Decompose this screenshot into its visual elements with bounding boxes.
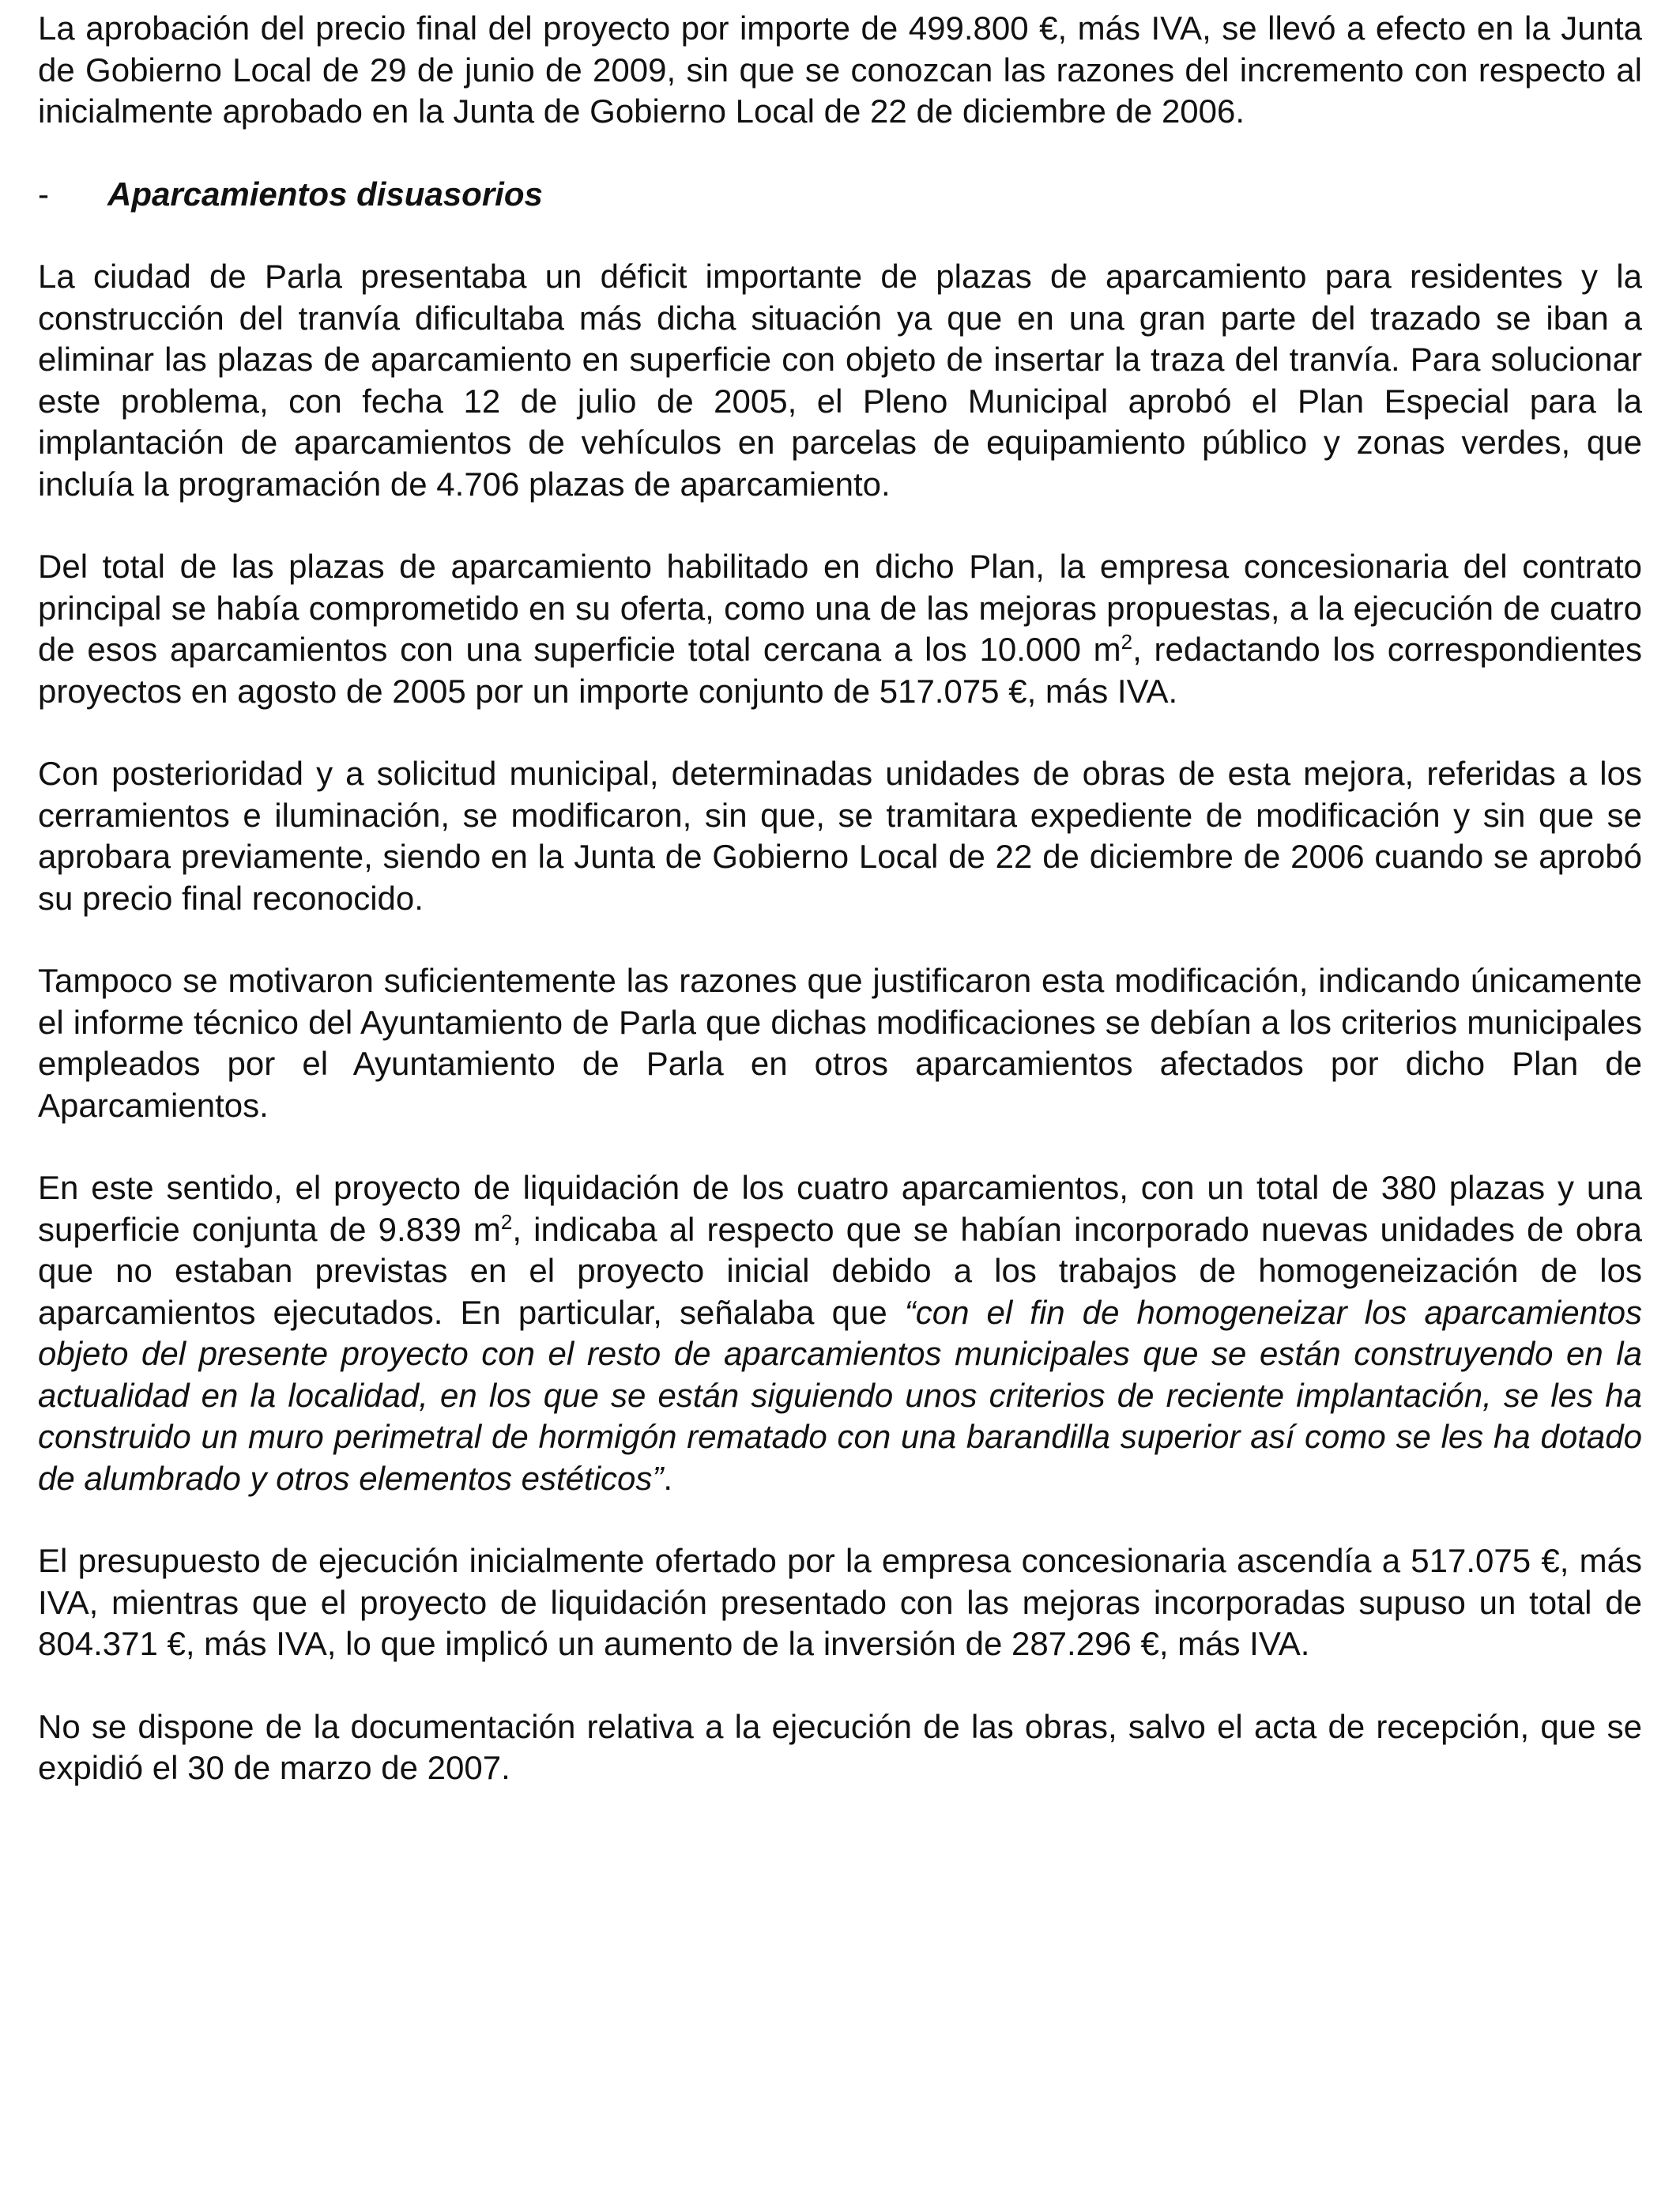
paragraph-text: No se dispone de la documentación relativa a la ejecución de las obras, salvo el acta de recepción, que se expidió el 30 de marzo de 2007.: [38, 1707, 1642, 1786]
bullet-dash: -: [38, 175, 49, 213]
paragraph-text-end: .: [663, 1459, 673, 1497]
paragraph-text-start: Del total de las plazas de aparcamiento habilitado en dicho Plan, la empresa concesionaria del contrato principal se había comprometido en su oferta, como una de las mejoras propuestas, a la ejecución de cuatro de esos aparcamientos con una superficie total cercana a los 10.000 m: [38, 548, 1642, 668]
paragraph-text: Con posterioridad y a solicitud municipal, determinadas unidades de obras de esta mejora, referidas a los cerramientos e iluminación, se modificaron, sin que, se tramitara expediente de modificación y sin que se aprobara previamente, siendo en la Junta de Gobierno Local de 22 de diciembre de 2006 cuando se aprobó su precio final reconocido.: [38, 755, 1642, 917]
paragraph-text: La ciudad de Parla presentaba un déficit importante de plazas de aparcamiento para residentes y la construcción del tranvía dificultaba más dicha situación ya que en una gran parte del trazado se iban a eliminar las plazas de aparcamiento en superficie con objeto de insertar la traza del tranvía. Para solucionar este problema, con fecha 12 de julio de 2005, el Pleno Municipal aprobó el Plan Especial para la implantación de aparcamientos de vehículos en parcelas de equipamiento público y zonas verdes, que incluía la programación de 4.706 plazas de aparcamiento.: [38, 258, 1642, 503]
section-heading-title: Aparcamientos disuasorios: [107, 175, 543, 213]
paragraph-presupuesto: [38, 1540, 1642, 1665]
paragraph-text: Tampoco se motivaron suficientemente las razones que justificaron esta modificación, indicando únicamente el informe técnico del Ayuntamiento de Parla que dichas modificaciones se debían a los criterios municipales empleados por el Ayuntamiento de Parla en otros aparcamientos afectados por dicho Plan de Aparcamientos.: [38, 962, 1642, 1124]
document-page: [38, 8, 1642, 1830]
superscript: 2: [500, 1209, 513, 1234]
paragraph-total-plazas: [38, 546, 1642, 712]
superscript: 2: [1121, 630, 1133, 654]
paragraph-text-start: En este sentido, el proyecto de liquidación de los cuatro aparcamientos, con un total de 380 plazas y una superficie conjunta de 9.839 m: [38, 1169, 1642, 1248]
quoted-text: “con el fin de homogeneizar los aparcamientos objeto del presente proyecto con el resto de aparcamientos municipales que se están construyendo en la actualidad en la localidad, en los que se están siguiendo unos criterios de reciente implantación, se les ha construido un muro perimetral de hormigón rematado con una barandilla superior así como se les ha dotado de alumbrado y otros elementos estéticos”: [38, 1293, 1642, 1497]
paragraph-posterioridad: [38, 753, 1642, 919]
paragraph-text-end: , redactando los correspondientes proyectos en agosto de 2005 por un importe conjunto de 517.075 €, más IVA.: [38, 631, 1642, 710]
paragraph-text-middle: , indicaba al respecto que se habían incorporado nuevas unidades de obra que no estaban previstas en el proyecto inicial debido a los trabajos de homogeneización de los aparcamientos ejecutados. En particular, señalaba que: [38, 1210, 1642, 1331]
paragraph-motivacion: [38, 960, 1642, 1126]
paragraph-deficit-plazas: [38, 256, 1642, 505]
section-heading: [38, 174, 1642, 216]
paragraph-documentacion: [38, 1706, 1642, 1789]
paragraph-text: La aprobación del precio final del proyecto por importe de 499.800 €, más IVA, se llevó a efecto en la Junta de Gobierno Local de 29 de junio de 2009, sin que se conozcan las razones del incremento con respecto al inicialmente aprobado en la Junta de Gobierno Local de 22 de diciembre de 2006.: [38, 9, 1642, 130]
paragraph-precio-final: [38, 8, 1642, 133]
paragraph-liquidacion: [38, 1167, 1642, 1499]
paragraph-text: El presupuesto de ejecución inicialmente ofertado por la empresa concesionaria ascendía a 517.075 €, más IVA, mientras que el proyecto de liquidación presentado con las mejoras incorporadas supuso un total de 804.371 €, más IVA, lo que implicó un aumento de la inversión de 287.296 €, más IVA.: [38, 1542, 1642, 1662]
